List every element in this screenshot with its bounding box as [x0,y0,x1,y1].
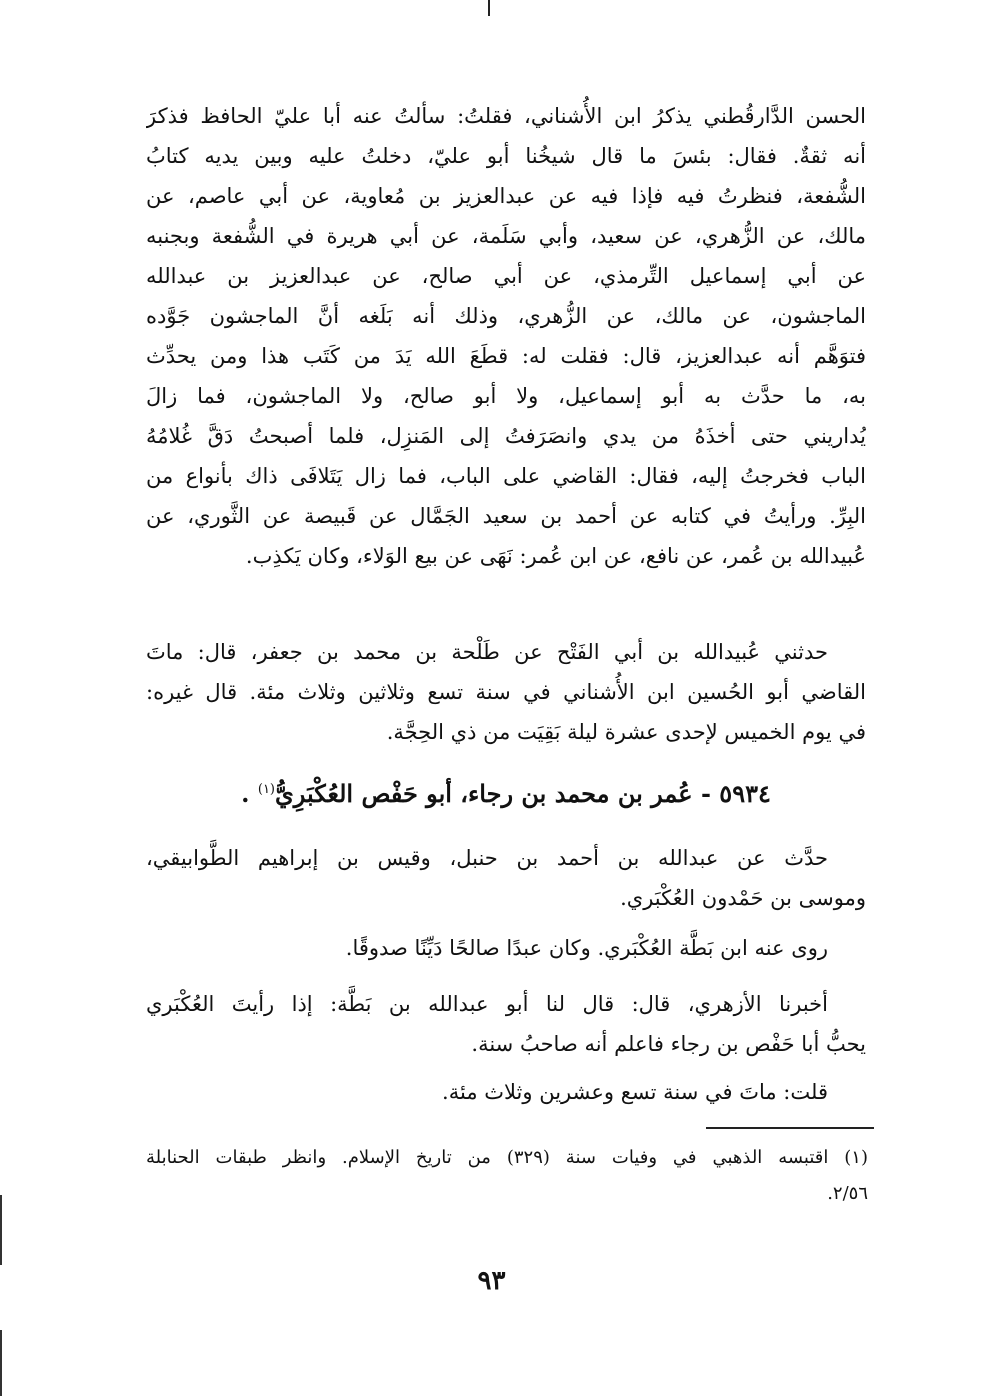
footnote-ref: (١) [257,782,275,797]
text-line: الباب فخرجتُ إليه، فقال: القاضي على الباب، فما زال يَتَلافَى ذاك بأنواع من [146,464,866,488]
footnote-line: ٢/٥٦. [827,1183,868,1204]
paragraph-5 [146,984,866,1064]
text-line: الشُّفعة، فنظرتُ فيه فإذا فيه عن عبدالعزيز بن مُعاوية، عن أبي عاصم، عن [146,184,866,208]
text-line: مالك، عن الزُّهري، عن سعيد، وأبي سَلَمة، عن أبي هريرة في الشُّفعة وبجنبه [146,224,866,248]
text-line: القاضي أبو الحُسين ابن الأُشناني في سنة تسع وثلاثين وثلاث مئة. قال غيره: [146,680,866,704]
text-line: الماجشون، عن مالك، عن الزُّهري، وذلك أنه بَلَغه أنَّ الماجشون جَوَّده [146,304,866,328]
text-line: حدَّث عن عبدالله بن أحمد بن حنبل، وقيس بن إبراهيم الطَّوابيقي، [146,846,828,870]
text-line: أخبرنا الأزهري، قال: قال لنا أبو عبدالله بن بَطَّة: إذا رأيتَ العُكْبَري [146,992,828,1016]
text-line: الحسن الدَّارقُطني يذكرُ ابن الأُشناني، فقلتُ: سألتُ عنه أبا عليّ الحافظ فذكرَ [146,104,866,128]
text-line: وموسى بن حَمْدون العُكْبَري. [620,886,866,910]
text-line: يُداريني حتى أخذَهُ من يدي وانصَرَفتُ إلى المَنزِل، فلما أصبحتُ دَقَّ غُلامُهُ [146,424,866,448]
page-number: ٩٣ [477,1266,506,1296]
paragraph-4 [146,928,866,968]
text-line: يحبُّ أبا حَفْص بن رجاء فاعلم أنه صاحبُ سنة. [471,1032,866,1056]
paragraph-6 [146,1072,866,1112]
footnote-separator [706,1127,874,1129]
text-line: به، ما حدَّث به أبو إسماعيل، ولا أبو صالح، ولا الماجشون، فما زالَ [146,384,866,408]
entry-heading-text: ٥٩٣٤ - عُمر بن محمد بن رجاء، أبو حَفْص العُكْبَرِيُّ [275,779,771,808]
text-line: حدثني عُبيدالله بن أبي الفَتْح عن طَلْحة بن محمد بن جعفر، قال: ماتَ [146,640,828,664]
text-line: روى عنه ابن بَطَّة العُكْبَري. وكان عبدًا صالحًا دَيِّنًا صدوقًا. [345,936,828,960]
paragraph-1 [146,96,866,576]
paragraph-2 [146,632,866,752]
text-line: في يوم الخميس لإحدى عشرة ليلة بَقِيَت من ذي الحِجَّة. [386,720,866,744]
heading-period: . [241,779,250,808]
footnote [146,1140,868,1212]
text-line: فتوَهَّم أنه عبدالعزيز، قال: فقلت له: قطَعَ الله يَدَ من كَتَب هذا ومن يحدِّث [146,344,866,368]
top-crop-mark [488,0,490,16]
text-line: عن أبي إسماعيل التِّرمذي، عن أبي صالح، عن عبدالعزيز بن عبدالله [146,264,866,288]
paragraph-3 [146,838,866,918]
text-line: قلت: ماتَ في سنة تسع وعشرين وثلاث مئة. [442,1080,828,1104]
left-edge-line [0,1330,2,1396]
left-edge-line [0,1195,2,1265]
footnote-line: (١) اقتبسه الذهبي في وفيات سنة (٣٢٩) من تاريخ الإسلام. وانظر طبقات الحنابلة [146,1147,868,1168]
text-line: البِرِّ. ورأيتُ في كتابه عن أحمد بن سعيد الجَمَّال عن قَبيصة عن الثَّوري، عن [146,504,866,528]
text-line: أنه ثقةٌ. فقال: بئسَ ما قال شيخُنا أبو عليّ، دخلتُ عليه وبين يديه كتابُ [146,144,866,168]
text-line: عُبيدالله بن عُمر، عن نافع، عن ابن عُمر: نَهَى عن بيع الوَلاء، وكان يَكذِب. [245,544,866,568]
entry-heading [146,768,866,816]
